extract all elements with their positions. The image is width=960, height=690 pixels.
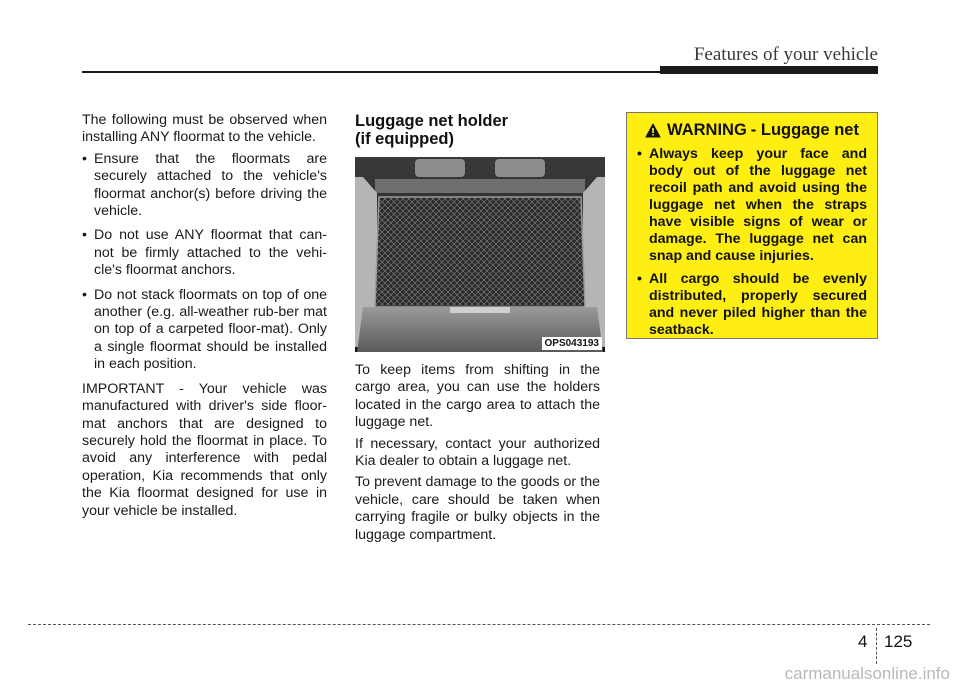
important-paragraph: IMPORTANT - Your vehicle was manufactured with driver's side floor-mat anchors that are designed to securely hold the floormat in place. To avoid any interference with pedal operation, Kia recommends that only the Kia floormat designed for use in your vehicle be installed. — [82, 380, 327, 519]
warning-box — [626, 112, 878, 339]
warning-item-text: All cargo should be evenly distributed, properly secured and never piled higher than the seatback. — [649, 271, 867, 338]
header-rule-thick — [660, 66, 878, 74]
bullet-dot: • — [82, 227, 87, 244]
page-number: 125 — [884, 632, 913, 651]
body-paragraph: To keep items from shifting in the cargo area, you can use the holders located in the cargo area to attach the luggage net. — [355, 362, 600, 431]
warning-word: WARNING — [667, 121, 747, 139]
luggage-net-photo — [355, 157, 605, 352]
bullet-dot: • — [82, 286, 87, 303]
watermark: carmanualsonline.info — [784, 664, 950, 683]
figure-code: OPS043193 — [542, 337, 603, 350]
list-item — [82, 151, 327, 221]
bullet-dot: • — [637, 146, 642, 162]
header-title: Features of your vehicle — [693, 44, 878, 65]
list-item-text: Do not stack floormats on top of one another (e.g. all-weather rub-ber mat on top of a carpeted floor-mat). Only a single floormat should be installed in each position. — [94, 286, 327, 373]
bullet-dot: • — [637, 271, 642, 287]
warning-item — [637, 146, 867, 265]
list-item-text: Do not use ANY floormat that can-not be firmly attached to the vehi-cle's floormat anchors. — [94, 227, 327, 279]
warning-item-text: Always keep your face and body out of the luggage net recoil path and avoid using the luggage net when the straps have visible signs of wear or damage. The luggage net can snap and cause injuries. — [649, 146, 867, 264]
intro-paragraph: The following must be observed when installing ANY floormat to the vehicle. — [82, 112, 327, 146]
warning-subject: - Luggage net — [750, 121, 859, 139]
chapter-number: 4 — [858, 632, 868, 651]
section-heading — [355, 112, 600, 148]
warning-item — [637, 271, 867, 339]
bullet-dot: • — [82, 150, 87, 167]
list-item-text: Ensure that the floormats are securely attached to the vehicle's floormat anchor(s) before driving the vehicle. — [94, 150, 327, 220]
middle-column — [355, 112, 600, 548]
section-heading-line2: (if equipped) — [355, 130, 454, 148]
footer-vertical-divider — [876, 628, 877, 664]
warning-title — [637, 121, 867, 140]
body-paragraph: If necessary, contact your authorized Kia dealer to obtain a luggage net. — [355, 435, 600, 470]
list-item — [82, 287, 327, 374]
section-heading-line1: Luggage net holder — [355, 112, 509, 130]
cargo-area-illustration — [355, 157, 605, 352]
warning-triangle-icon — [645, 123, 661, 138]
footer-divider — [28, 624, 930, 625]
left-column — [82, 112, 327, 524]
list-item — [82, 227, 327, 279]
body-paragraph: To prevent damage to the goods or the vehicle, care should be taken when carrying fragile or bulky objects in the luggage compartment. — [355, 474, 600, 543]
